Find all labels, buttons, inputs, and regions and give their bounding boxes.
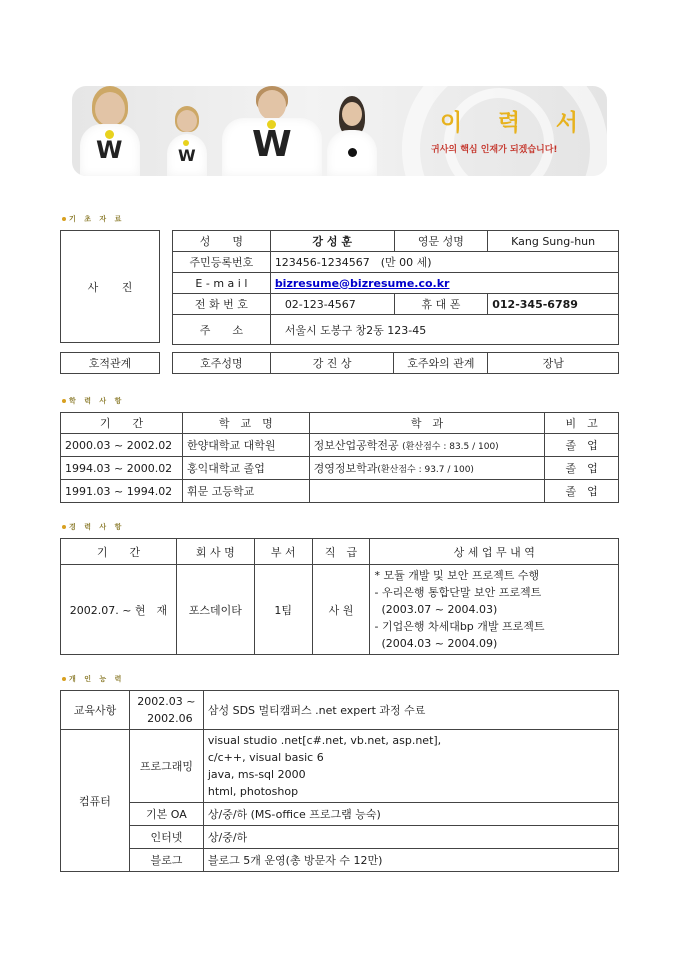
resume-title (440, 104, 580, 137)
school-cell: 한양대학교 대학원 (182, 434, 309, 457)
career-table (60, 538, 619, 655)
column-header: 기 간 (61, 413, 183, 434)
skill-detail: 상/중/하 (203, 826, 618, 849)
skills-table (60, 690, 619, 872)
basic-info-table (172, 230, 619, 345)
column-header: 회 사 명 (176, 539, 254, 565)
school-cell: 휘문 고등학교 (182, 480, 309, 503)
family-table (172, 352, 619, 374)
table-row (173, 231, 619, 252)
column-header: 비 고 (545, 413, 619, 434)
section-label: 학 력 사 항 (69, 397, 125, 405)
email-cell (270, 273, 618, 294)
email-label: E - m a i l (173, 273, 271, 294)
title-char: 서 (555, 110, 580, 136)
skill-detail: visual studio .net[c#.net, vb.net, asp.net], c/c++, visual basic 6 java, ms-sql 2000 html, photoshop (203, 730, 618, 803)
dept-cell: 1팀 (254, 565, 312, 655)
shirt-logo: W (252, 124, 292, 165)
major-cell (309, 480, 545, 503)
id-value: 123456-1234567 (만 00 세) (270, 252, 618, 273)
section-title-education (62, 396, 124, 406)
section-label: 기 초 자 료 (69, 215, 125, 223)
skill-label: 프로그래밍 (129, 730, 203, 803)
column-header: 기 간 (61, 539, 177, 565)
bullet-icon (62, 399, 66, 403)
relation-label: 호주와의 관계 (394, 353, 488, 374)
mobile-label: 휴 대 폰 (394, 294, 488, 315)
edu-detail: 삼성 SDS 멀티캠퍼스 .net expert 과정 수료 (203, 691, 618, 730)
table-header-row (61, 539, 619, 565)
section-title-career (62, 522, 124, 532)
table-row (61, 730, 619, 803)
education-table (60, 412, 619, 503)
skill-detail: 상/중/하 (MS-office 프로그램 능숙) (203, 803, 618, 826)
table-row (61, 803, 619, 826)
family-relation-label: 호적관계 (60, 352, 160, 374)
eng-name-value: Kang Sung-hun (488, 231, 619, 252)
skill-label: 블로그 (129, 849, 203, 872)
skill-label: 기본 OA (129, 803, 203, 826)
banner-person-4 (327, 96, 377, 176)
bullet-icon (62, 677, 66, 681)
banner-person-2 (167, 106, 207, 176)
column-header: 부 서 (254, 539, 312, 565)
title-char: 이 (440, 110, 465, 136)
name-value: 강 성 훈 (270, 231, 394, 252)
school-cell: 홍익대학교 졸업 (182, 457, 309, 480)
score-text: (환산점수 : 93.7 / 100) (377, 465, 474, 475)
table-row (61, 434, 619, 457)
table-row (61, 691, 619, 730)
eng-name-label: 영문 성명 (394, 231, 488, 252)
table-row (173, 294, 619, 315)
period-cell: 2002.07. ~ 현 재 (61, 565, 177, 655)
phone-label: 전 화 번 호 (173, 294, 271, 315)
resume-subtitle: 귀사의 핵심 인재가 되겠습니다! (431, 145, 558, 155)
section-label: 개 인 능 력 (69, 675, 125, 683)
column-header: 학 과 (309, 413, 545, 434)
table-row (173, 252, 619, 273)
photo-placeholder: 사 진 (60, 230, 160, 343)
section-title-skills (62, 674, 124, 684)
column-header: 상 세 업 무 내 역 (370, 539, 619, 565)
banner-person-3 (222, 86, 322, 176)
skill-label: 인터넷 (129, 826, 203, 849)
period-cell: 2000.03 ~ 2002.02 (61, 434, 183, 457)
name-label: 성 명 (173, 231, 271, 252)
score-text: (환산점수 : 83.5 / 100) (402, 442, 499, 452)
position-cell: 사 원 (312, 565, 370, 655)
period-cell: 1994.03 ~ 2000.02 (61, 457, 183, 480)
table-row (173, 273, 619, 294)
note-cell: 졸 업 (545, 457, 619, 480)
edu-period: 2002.03 ~ 2002.06 (129, 691, 203, 730)
table-row (173, 353, 619, 374)
phone-value: 02-123-4567 (270, 294, 394, 315)
details-cell: * 모듈 개발 및 보안 프로젝트 수행 - 우리은행 통합단말 보안 프로젝트 (2003.07 ~ 2004.03) - 기업은행 차세대bp 개발 프로젝트 (2004.03 ~ 2004.09) (370, 565, 619, 655)
column-header: 학 교 명 (182, 413, 309, 434)
major-cell (309, 457, 545, 480)
email-link[interactable]: bizresume@bizresume.co.kr (274, 276, 450, 290)
table-row (61, 457, 619, 480)
relation-value: 장남 (488, 353, 619, 374)
table-row (61, 849, 619, 872)
computer-label: 컴퓨터 (61, 730, 130, 872)
note-cell: 졸 업 (545, 434, 619, 457)
table-row (173, 315, 619, 345)
shirt-logo: W (96, 136, 123, 164)
major-text: 정보산업공학전공 (313, 439, 399, 452)
bullet-icon (62, 217, 66, 221)
header-banner (72, 86, 607, 176)
shirt-logo: W (178, 146, 196, 165)
major-text: 경영정보학과 (313, 462, 378, 475)
title-char: 력 (497, 110, 523, 136)
major-cell (309, 434, 545, 457)
table-row (61, 480, 619, 503)
column-header: 직 급 (312, 539, 370, 565)
bullet-icon (62, 525, 66, 529)
section-label: 경 력 사 항 (69, 523, 125, 531)
head-name-value: 강 진 상 (270, 353, 394, 374)
address-label: 주 소 (173, 315, 271, 345)
period-cell: 1991.03 ~ 1994.02 (61, 480, 183, 503)
section-title-basic (62, 214, 124, 224)
skill-detail: 블로그 5개 운영(총 방문자 수 12만) (203, 849, 618, 872)
banner-person-1 (80, 86, 140, 176)
company-cell: 포스데이타 (176, 565, 254, 655)
address-value: 서울시 도봉구 창2동 123-45 (270, 315, 618, 345)
head-name-label: 호주성명 (173, 353, 271, 374)
table-row (61, 565, 619, 655)
table-header-row (61, 413, 619, 434)
note-cell: 졸 업 (545, 480, 619, 503)
mobile-value: 012-345-6789 (488, 294, 619, 315)
edu-label: 교육사항 (61, 691, 130, 730)
table-row (61, 826, 619, 849)
id-label: 주민등록번호 (173, 252, 271, 273)
